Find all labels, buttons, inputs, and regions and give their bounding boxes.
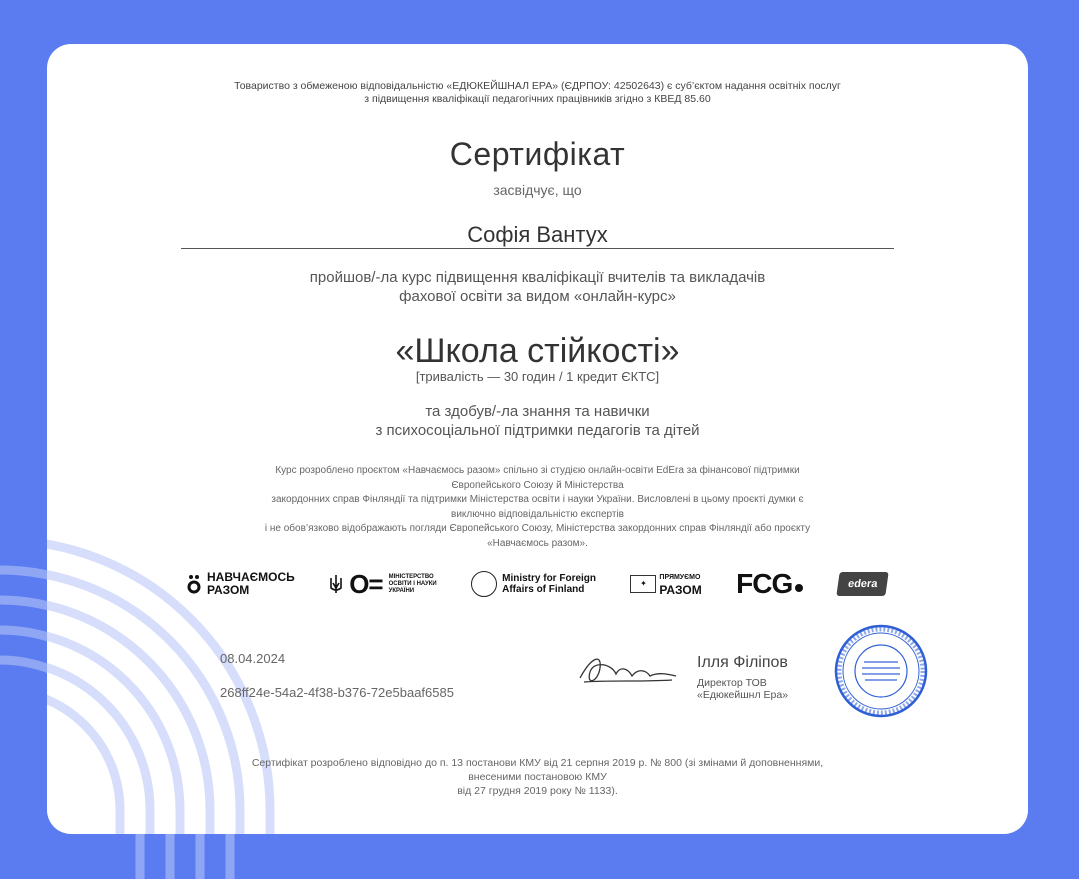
disclaimer-line: Курс розроблено проєктом «Навчаємось разом» спільно зі студією онлайн-освіти EdEra за фінансової підтримки — [275, 465, 800, 476]
pryamuemo-logo-text: ПРЯМУЄМО — [659, 574, 701, 581]
mfa-logo-text: Affairs of Finland — [502, 584, 585, 595]
pryamuemo-logo-text: РАЗОМ — [659, 583, 702, 597]
fcg-dot-icon — [795, 584, 803, 592]
knowledge-line: з психосоціальної підтримки педагогів та дітей — [375, 422, 700, 439]
navchaemos-razom-logo — [187, 571, 295, 597]
disclaimer-line: закордонних справ Фінляндії та підтримки Міністерства освіти і науки України. Висловлені в цьому проєкті думки є — [271, 494, 804, 505]
official-stamp-icon — [834, 624, 928, 718]
disclaimer — [47, 464, 1028, 551]
legal-footer-line: Сертифікат розроблено відповідно до п. 13 постанови КМУ від 21 серпня 2019 р. № 800 (зі змінами й доповненнями, — [251, 757, 824, 769]
disclaimer-line: виключно відповідальністю експертів — [451, 508, 624, 520]
name-underline — [181, 248, 894, 249]
pryamuemo-razom-logo — [630, 572, 701, 596]
navchaemos-logo-text: РАЗОМ — [207, 583, 250, 597]
trident-icon — [329, 574, 343, 594]
course-title: «Школа стійкості» — [395, 332, 680, 370]
knowledge-line: та здобув/-ла знання та навички — [425, 403, 650, 420]
mon-symbol: О= — [349, 568, 383, 599]
director-role-line: «Едюкейшнл Ера» — [697, 689, 789, 701]
knowledge-statement — [47, 402, 1028, 440]
mon-logo-text: МІНІСТЕРСТВО — [388, 573, 434, 580]
issuer-header-line: з підвищення кваліфікації педагогічних працівників згідно з КВЕД 85.60 — [364, 93, 711, 105]
director-role-line: Директор ТОВ — [697, 677, 767, 689]
certificate-subtitle: засвідчує, що — [493, 182, 582, 198]
fcg-logo-text: FCG — [736, 568, 793, 599]
director-signature — [572, 646, 682, 696]
disclaimer-line: і не обов’язково відображають погляди Європейського Союзу, Міністерства закордонних справ Фінляндії або проєкту — [264, 523, 811, 534]
mon-logo-text: УКРАЇНИ — [388, 587, 415, 594]
disclaimer-line: «Навчаємось разом». — [487, 537, 588, 549]
certificate-id: 268ff24e-54a2-4f38-b376-72e5baaf6585 — [220, 685, 454, 700]
issuer-header-line: Товариство з обмеженою відповідальністю «ЕДЮКЕЙШНАЛ ЕРА» (ЄДРПОУ: 42502643) є суб’єктом надання освітніх послуг — [234, 80, 841, 92]
mon-ukraine-logo — [329, 568, 437, 599]
course-duration: [тривалість — 30 годин / 1 кредит ЄКТС] — [415, 369, 660, 384]
course-description-line: пройшов/-ла курс підвищення кваліфікації вчителів та викладачів — [309, 269, 766, 286]
certificate-title: Сертифікат — [449, 136, 626, 172]
navchaemos-logo-text: НАВЧАЄМОСЬ — [207, 570, 295, 584]
director-role — [697, 677, 788, 701]
director-name: Ілля Філіпов — [697, 654, 788, 671]
edera-logo: edera — [836, 572, 889, 596]
mon-logo-text: ОСВІТИ І НАУКИ — [388, 580, 437, 587]
mfa-finland-logo — [471, 571, 596, 597]
disclaimer-line: Європейського Союзу й Міністерства — [451, 479, 624, 491]
legal-footer-line: внесеними постановою КМУ — [468, 771, 607, 783]
fcg-logo — [736, 568, 803, 600]
mfa-logo-text: Ministry for Foreign — [502, 573, 597, 584]
legal-footer — [47, 756, 1028, 798]
recipient-name: Софія Вантух — [467, 222, 608, 247]
certificate-card — [47, 44, 1028, 834]
course-description — [47, 268, 1028, 306]
issue-date: 08.04.2024 — [220, 651, 286, 666]
mfa-seal-icon — [471, 571, 497, 597]
navchaemos-mark-icon — [187, 574, 201, 594]
partner-logos — [187, 564, 887, 604]
course-description-line: фахової освіти за видом «онлайн-курс» — [399, 288, 676, 305]
legal-footer-line: від 27 грудня 2019 року № 1133). — [457, 785, 618, 797]
eu-flag-icon: ✦ — [630, 575, 656, 593]
issuer-header — [47, 80, 1028, 106]
